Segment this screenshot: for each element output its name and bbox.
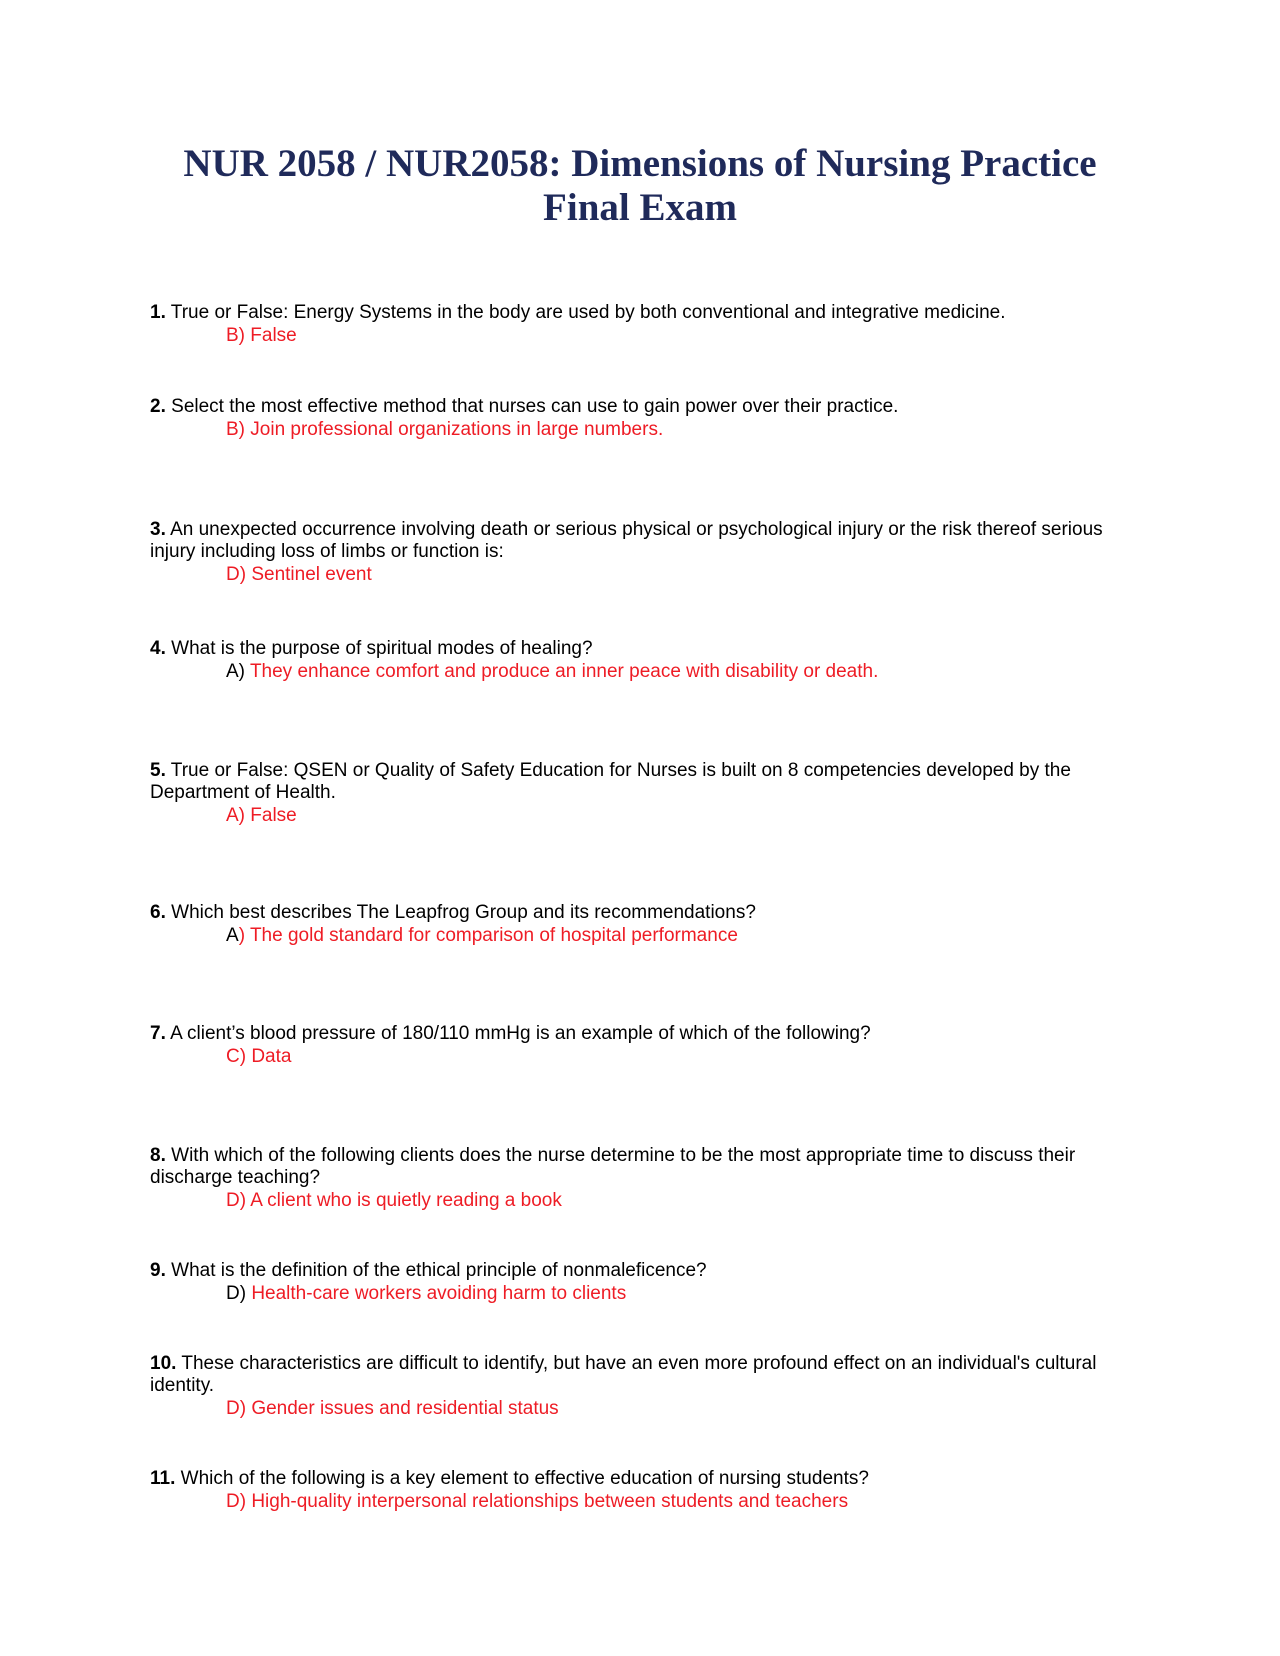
answer xyxy=(150,1397,1130,1421)
question-7 xyxy=(150,1023,1130,1069)
answer xyxy=(150,924,1130,948)
question-2 xyxy=(150,396,1130,442)
answer-text: Health-care workers avoiding harm to clients xyxy=(251,1283,627,1304)
question-6 xyxy=(150,902,1130,948)
question-text: Which best describes The Leapfrog Group and its recommendations? xyxy=(171,902,756,923)
answer xyxy=(150,1045,1130,1069)
question-number: 5. xyxy=(150,760,166,781)
answer-text: D) Sentinel event xyxy=(226,564,372,585)
question-10 xyxy=(150,1353,1130,1421)
question-number: 6. xyxy=(150,902,166,923)
question-8 xyxy=(150,1145,1130,1213)
answer xyxy=(150,804,1130,828)
question-9 xyxy=(150,1260,1130,1306)
question-number: 11. xyxy=(150,1468,176,1489)
question-number: 4. xyxy=(150,638,166,659)
answer xyxy=(150,1490,1130,1514)
question-number: 8. xyxy=(150,1145,166,1166)
title-line-1: NUR 2058 / NUR2058: Dimensions of Nursing Practice xyxy=(183,142,1097,185)
answer-prefix: D) xyxy=(226,1283,252,1304)
answer xyxy=(150,1189,1130,1213)
answer-text: They enhance comfort and produce an inner peace with disability or death. xyxy=(249,661,879,682)
question-3 xyxy=(150,519,1130,587)
answer-text: B) Join professional organizations in large numbers. xyxy=(226,419,664,440)
answer-text: D) High-quality interpersonal relationships between students and teachers xyxy=(226,1491,849,1512)
question-text: A client’s blood pressure of 180/110 mmHg is an example of which of the following? xyxy=(170,1023,871,1044)
answer-text: C) Data xyxy=(226,1046,292,1067)
title-line-2: Final Exam xyxy=(543,186,737,229)
question-text: True or False: Energy Systems in the body are used by both conventional and integrative medicine. xyxy=(170,302,1006,323)
question-text: These characteristics are difficult to identify, but have an even more profound effect on an individual's cultural identity. xyxy=(150,1353,1097,1396)
question-11 xyxy=(150,1468,1130,1514)
question-text: With which of the following clients does the nurse determine to be the most appropriate time to discuss their discharge teaching? xyxy=(150,1145,1076,1188)
question-text: What is the purpose of spiritual modes of healing? xyxy=(171,638,593,659)
question-text: Which of the following is a key element to effective education of nursing students? xyxy=(180,1468,869,1489)
answer-prefix: A xyxy=(226,925,239,946)
answer-text: A) False xyxy=(226,805,297,826)
answer-text: B) False xyxy=(226,325,297,346)
question-number: 1. xyxy=(150,302,166,323)
question-text: An unexpected occurrence involving death or serious physical or psychological injury or the risk thereof serious injury including loss of limbs or function is: xyxy=(150,519,1103,562)
answer xyxy=(150,1282,1130,1306)
question-text: Select the most effective method that nurses can use to gain power over their practice. xyxy=(171,396,899,417)
question-1 xyxy=(150,302,1130,348)
answer xyxy=(150,563,1130,587)
question-text: True or False: QSEN or Quality of Safety Education for Nurses is built on 8 competencies developed by the Department of Health. xyxy=(150,760,1071,803)
answer-text: D) Gender issues and residential status xyxy=(226,1398,559,1419)
question-number: 10. xyxy=(150,1353,177,1374)
answer xyxy=(150,418,1130,442)
answer-prefix: A) xyxy=(226,661,250,682)
question-number: 3. xyxy=(150,519,166,540)
question-4 xyxy=(150,638,1130,684)
answer xyxy=(150,660,1130,684)
answer xyxy=(150,324,1130,348)
question-text: What is the definition of the ethical principle of nonmaleficence? xyxy=(171,1260,707,1281)
question-number: 2. xyxy=(150,396,166,417)
question-5 xyxy=(150,760,1130,828)
question-number: 9. xyxy=(150,1260,166,1281)
answer-text: D) A client who is quietly reading a book xyxy=(226,1190,562,1211)
question-number: 7. xyxy=(150,1023,166,1044)
page-title xyxy=(0,142,1280,230)
answer-text: ) The gold standard for comparison of hospital performance xyxy=(238,925,738,946)
